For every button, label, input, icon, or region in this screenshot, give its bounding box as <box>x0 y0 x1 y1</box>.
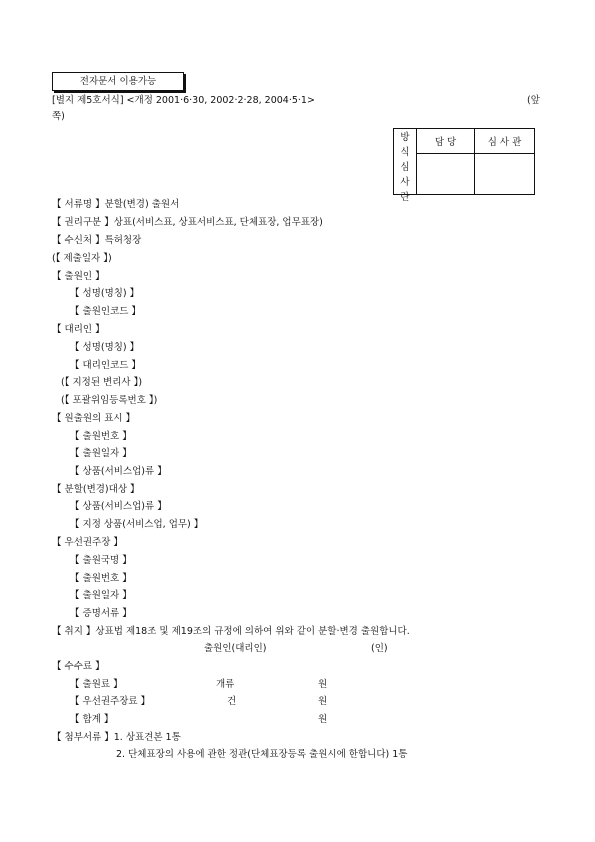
application-fee-currency: 원 <box>318 679 328 690</box>
examiner-header: 심 사 관 <box>475 129 535 154</box>
examiner-signature-cell <box>475 154 535 195</box>
review-label-char: 사 <box>400 177 410 188</box>
agent-section: 【 대리인 】 <box>52 324 105 335</box>
priority-claim-section: 【 우선권주장 】 <box>52 537 123 548</box>
original-goods-class-field: 【 상품(서비스업)류 】 <box>70 466 167 477</box>
officer-signature-cell <box>417 154 475 195</box>
original-application-section: 【 원출원의 표시 】 <box>52 413 136 424</box>
priority-application-number-field: 【 출원번호 】 <box>70 573 132 584</box>
review-label-char: 심 <box>400 162 410 173</box>
review-label-char: 식 <box>400 147 410 158</box>
review-label-char: 란 <box>400 192 410 203</box>
form-header-page-side-wrap: 쪽) <box>52 111 65 122</box>
review-side-label <box>394 129 417 203</box>
applicant-code-field: 【 출원인코드 】 <box>70 306 141 317</box>
division-target-section: 【 분할(변경)대상 】 <box>52 484 140 495</box>
agent-code-field: 【 대리인코드 】 <box>70 360 141 371</box>
submission-date-field: (【 제출일자 】) <box>52 253 112 264</box>
priority-fee-currency: 원 <box>318 696 328 707</box>
form-header-page-side: (앞 <box>527 95 540 106</box>
electronic-document-badge: 전자문서 이용가능 <box>52 72 184 91</box>
recipient-field: 【 수신처 】특허청장 <box>52 235 142 246</box>
priority-fee-unit: 건 <box>227 696 237 707</box>
form-header: [별지 제5호서식] <개정 2001·6·30, 2002·2·28, 2004·5·1> <box>52 95 315 106</box>
priority-application-date-field: 【 출원일자 】 <box>70 590 132 601</box>
total-fee-label: 【 합계 】 <box>70 714 114 725</box>
officer-header: 담 당 <box>417 129 475 154</box>
division-goods-class-field: 【 상품(서비스업)류 】 <box>70 501 167 512</box>
fees-section: 【 수수료 】 <box>52 661 105 672</box>
review-approval-table <box>393 128 535 203</box>
purpose-statement: 【 취지 】상표법 제18조 및 제19조의 규정에 의하여 위와 같이 분할·변경 출원합니다. <box>52 626 410 637</box>
priority-certificate-field: 【 증명서류 】 <box>70 608 132 619</box>
total-fee-currency: 원 <box>318 714 328 725</box>
original-application-number-field: 【 출원번호 】 <box>70 431 132 442</box>
application-fee-label: 【 출원료 】 <box>70 679 123 690</box>
review-label-char: 방 <box>400 132 410 143</box>
designated-goods-field: 【 지정 상품(서비스업, 업무) 】 <box>70 519 204 530</box>
attachments-line-1: 【 첨부서류 】1. 상표견본 1통 <box>52 732 181 743</box>
attachments-line-2: 2. 단체표장의 사용에 관한 정관(단체표장등록 출원시에 한합니다) 1통 <box>116 749 408 760</box>
document-name-field: 【 서류명 】분할(변경) 출원서 <box>52 199 180 210</box>
seal-mark: (인) <box>371 643 388 654</box>
agent-name-field: 【 성명(명칭) 】 <box>70 342 140 353</box>
designated-patent-attorney-field: (【 지정된 변리사 】) <box>61 377 143 388</box>
applicant-section: 【 출원인 】 <box>52 271 105 282</box>
priority-fee-label: 【 우선권주장료 】 <box>70 696 151 707</box>
priority-country-field: 【 출원국명 】 <box>70 555 132 566</box>
right-type-field: 【 권리구분 】상표(서비스표, 상표서비스표, 단체표장, 업무표장) <box>52 217 323 228</box>
applicant-signature-label: 출원인(대리인) <box>204 643 267 654</box>
applicant-name-field: 【 성명(명칭) 】 <box>70 288 140 299</box>
general-power-number-field: (【 포괄위임등록번호 】) <box>61 395 158 406</box>
original-application-date-field: 【 출원일자 】 <box>70 448 132 459</box>
application-fee-unit: 개류 <box>216 679 235 690</box>
